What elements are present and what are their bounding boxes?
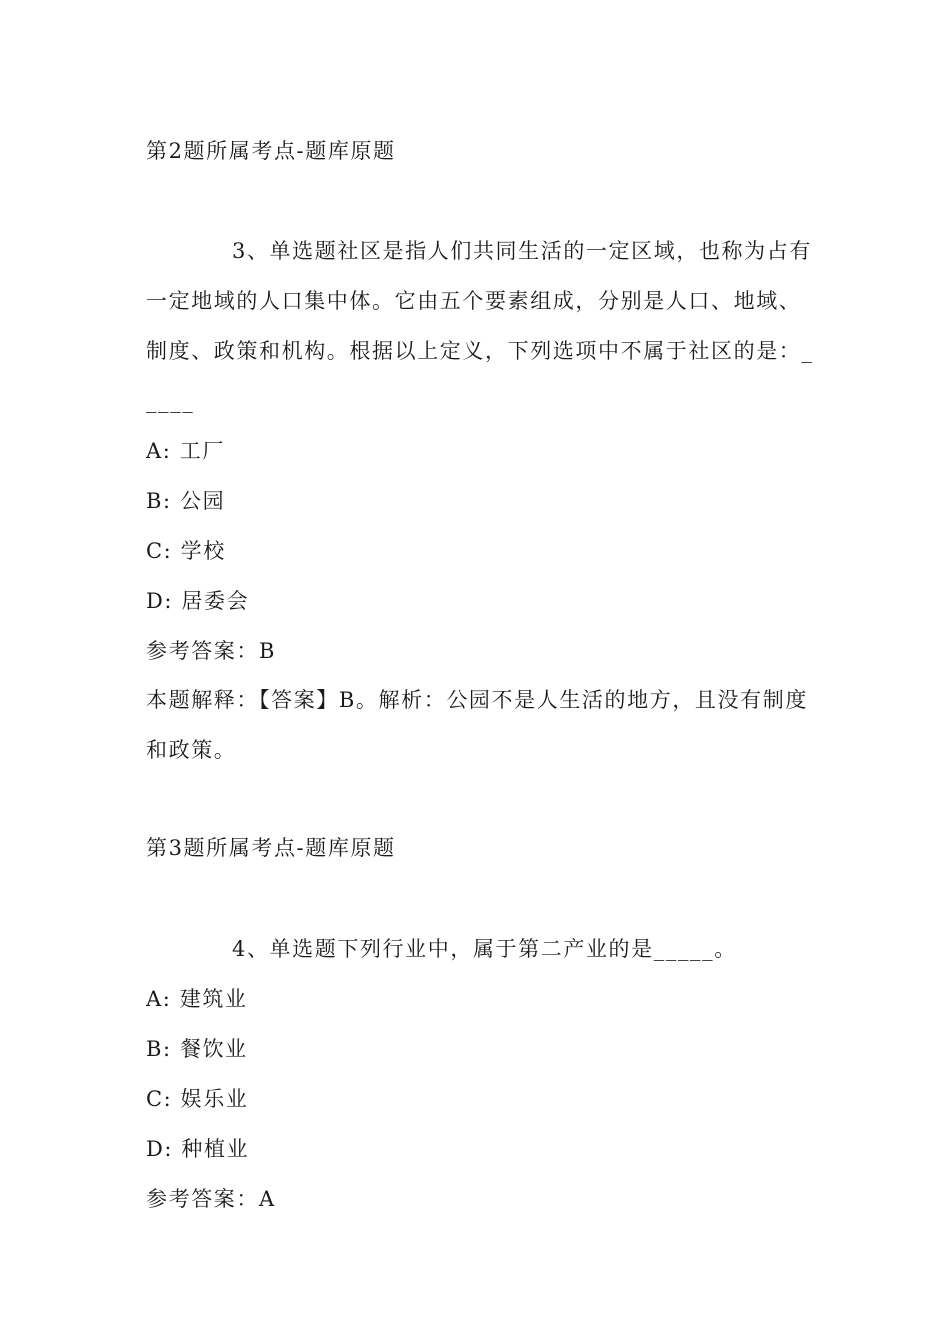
question3-answer: 参考答案：B — [146, 639, 277, 663]
question3-explanation-line2: 和政策。 — [146, 738, 237, 762]
question4-option-d: D: 种植业 — [146, 1137, 250, 1161]
question3-option-b: B: 公园 — [146, 489, 226, 513]
question4-option-b: B: 餐饮业 — [146, 1037, 248, 1061]
question3-option-c: C: 学校 — [146, 539, 226, 563]
question3-option-a: A: 工厂 — [146, 439, 225, 463]
topic-label-q3: 第3题所属考点-题库原题 — [146, 836, 396, 860]
question4-option-c: C: 娱乐业 — [146, 1087, 249, 1111]
question3-option-d: D: 居委会 — [146, 589, 250, 613]
question3-text-line2: 一定地域的人口集中体。它由五个要素组成，分别是人口、地域、 — [146, 289, 802, 313]
question4-option-a: A: 建筑业 — [146, 987, 248, 1011]
question3-text-line3: 制度、政策和机构。根据以上定义，下列选项中不属于社区的是：_ — [146, 339, 814, 363]
topic-label-q2: 第2题所属考点-题库原题 — [146, 139, 396, 163]
question3-text-line1: 3、单选题社区是指人们共同生活的一定区域，也称为占有 — [232, 239, 812, 263]
question4-answer: 参考答案：A — [146, 1187, 276, 1211]
question3-text-line4: ____ — [146, 389, 195, 413]
question3-explanation-line1: 本题解释：【答案】B。解析：公园不是人生活的地方，且没有制度 — [146, 688, 808, 712]
question4-text-line1: 4、单选题下列行业中，属于第二产业的是_____。 — [232, 937, 737, 961]
